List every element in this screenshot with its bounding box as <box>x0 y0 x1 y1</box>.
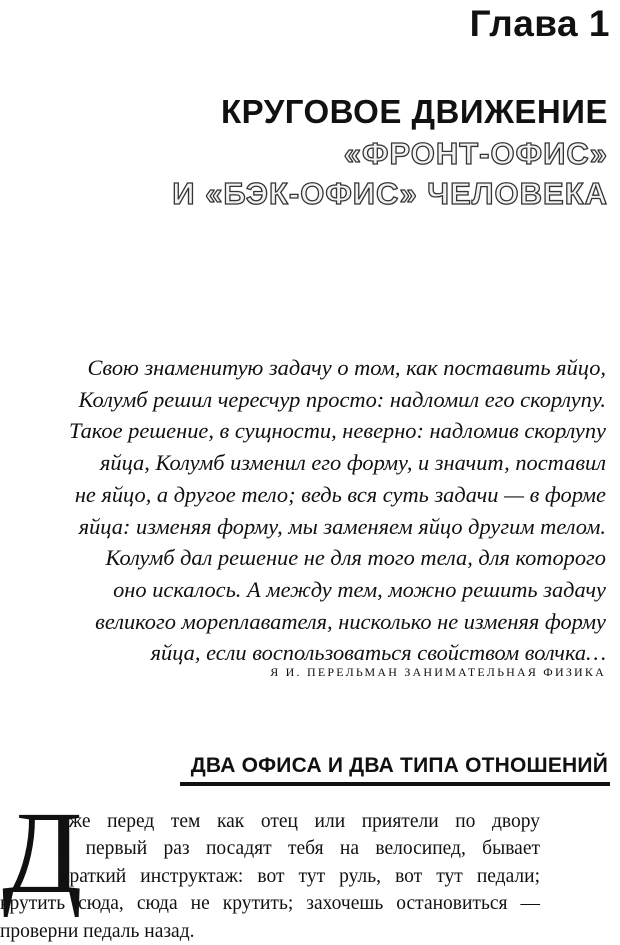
epigraph-line: яйца: изменяя форму, мы заменяем яйцо другим телом. <box>78 513 606 539</box>
section-heading: ДВА ОФИСА И ДВА ТИПА ОТНОШЕНИЙ <box>190 754 608 777</box>
body-line: проверни педаль назад. <box>0 920 195 942</box>
epigraph-line: оно искалось. А между тем, можно решить задачу <box>113 576 606 602</box>
body-line: краткий инструктаж: вот тут руль, вот тут педали; <box>60 865 540 887</box>
epigraph-line: Колумб дал решение не для того тела, для которого <box>105 545 606 571</box>
body-line: крутить сюда, сюда не крутить; захочешь остановиться — <box>0 893 540 915</box>
chapter-label: Глава 1 <box>469 3 610 44</box>
epigraph-line: Свою знаменитую задачу о том, как поставить яйцо, <box>87 355 606 380</box>
epigraph-line: яйца, Колумб изменил его форму, и значит, поставил <box>99 450 606 476</box>
epigraph-line: яйца, если воспользоваться свойством волчка… <box>150 640 606 666</box>
chapter-title-line-1: КРУГОВОЕ ДВИЖЕНИЕ <box>220 93 608 130</box>
epigraph <box>26 352 606 669</box>
chapter-title-line-2: «ФРОНТ-ОФИС» <box>343 136 608 171</box>
chapter-title-line-3: И «БЭК-ОФИС» ЧЕЛОВЕКА <box>172 176 608 211</box>
body-paragraph <box>0 808 540 945</box>
section-divider <box>180 782 610 786</box>
body-line: в первый раз посадят тебя на велосипед, бывает <box>60 838 540 860</box>
drop-cap: Д <box>2 787 83 918</box>
epigraph-line: великого мореплавателя, нисколько не изменяя форму <box>95 608 606 634</box>
chapter-title <box>172 90 608 214</box>
epigraph-line: не яйцо, а другое тело; ведь вся суть задачи — в форме <box>74 481 606 507</box>
epigraph-source: Я И. ПЕРЕЛЬМАН ЗАНИМАТЕЛЬНАЯ ФИЗИКА <box>270 665 606 679</box>
epigraph-line: Колумб решил чересчур просто: надломил его скорлупу. <box>78 386 606 412</box>
epigraph-line: Такое решение, в сущности, неверно: надломив скорлупу <box>68 418 606 444</box>
body-line: аже перед тем как отец или приятели по двору <box>60 811 540 832</box>
